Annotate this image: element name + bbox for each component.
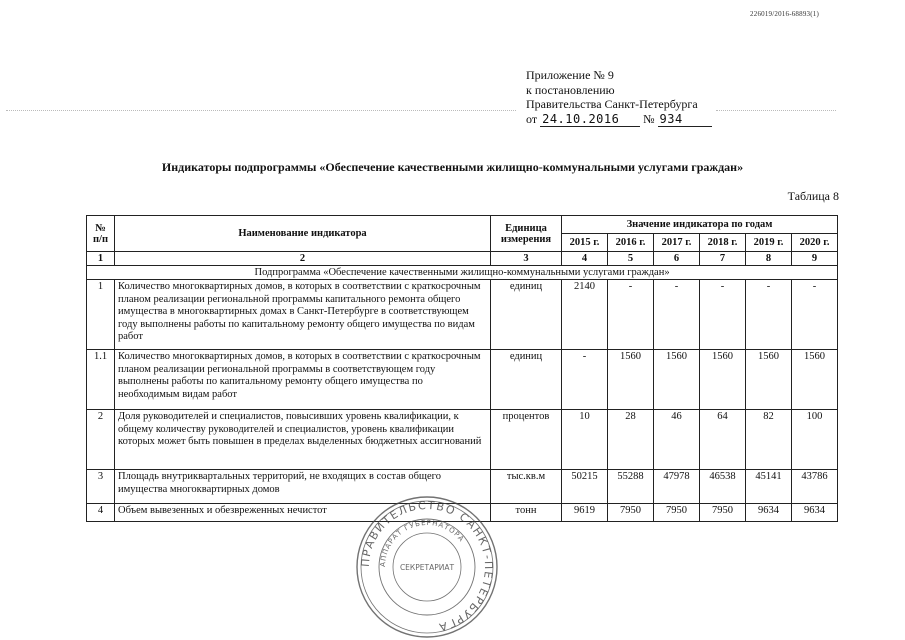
row-value: 28: [608, 410, 654, 470]
row-unit: тыс.кв.м: [491, 470, 562, 504]
row-value: 1560: [746, 350, 792, 410]
seal-ring-text: ПРАВИТЕЛЬСТВО САНКТ-ПЕТЕРБУРГА: [358, 498, 496, 634]
header-year: 2015 г.: [562, 234, 608, 252]
row-value: 1560: [608, 350, 654, 410]
row-value: 64: [700, 410, 746, 470]
row-name: Доля руководителей и специалистов, повысивших уровень квалификации, к общему количеству руководителей и специалистов, уровень квалификации которых может быть повышен в пределах выделенных бюджетных ассигнований: [115, 410, 491, 470]
row-value: 1560: [700, 350, 746, 410]
row-num: 1: [87, 280, 115, 350]
row-value: 46538: [700, 470, 746, 504]
row-value: 10: [562, 410, 608, 470]
row-name: Количество многоквартирных домов, в которых в соответствии с краткосрочным планом реализации региональной программы капитального ремонта общего имущества в многоквартирных домах в Санкт-Петербурге в соответствующем году выполнены работы по капитальному ремонту общего имущества по видам работ: [115, 280, 491, 350]
column-number: 1: [87, 252, 115, 266]
column-number: 5: [608, 252, 654, 266]
row-num: 3: [87, 470, 115, 504]
row-value: 2140: [562, 280, 608, 350]
row-name: Объем вывезенных и обезвреженных нечистот: [115, 504, 491, 522]
column-number: 8: [746, 252, 792, 266]
appendix-block: [526, 68, 712, 127]
row-num: 4: [87, 504, 115, 522]
row-value: 100: [792, 410, 838, 470]
row-value: 47978: [654, 470, 700, 504]
column-number: 3: [491, 252, 562, 266]
row-value: 50215: [562, 470, 608, 504]
column-number: 4: [562, 252, 608, 266]
header-year: 2020 г.: [792, 234, 838, 252]
document-number: 226019/2016-68893(1): [750, 10, 819, 18]
row-unit: единиц: [491, 280, 562, 350]
row-num: 2: [87, 410, 115, 470]
row-value: 9634: [746, 504, 792, 522]
decree-number: 934: [658, 112, 712, 128]
header-year: 2016 г.: [608, 234, 654, 252]
row-unit: процентов: [491, 410, 562, 470]
header-year: 2019 г.: [746, 234, 792, 252]
row-value: -: [792, 280, 838, 350]
indicators-table: [86, 215, 838, 522]
row-value: 82: [746, 410, 792, 470]
row-value: -: [562, 350, 608, 410]
header-values-group: Значение индикатора по годам: [562, 216, 838, 234]
row-num: 1.1: [87, 350, 115, 410]
document-title: Индикаторы подпрограммы «Обеспечение качественными жилищно-коммунальными услугами граждан»: [161, 160, 744, 174]
header-name: Наименование индикатора: [115, 216, 491, 252]
appendix-line-1: Приложение № 9: [526, 68, 614, 82]
column-number: 6: [654, 252, 700, 266]
row-value: 55288: [608, 470, 654, 504]
seal-inner-text: АППАРАТ ГУБЕРНАТОРА: [378, 518, 466, 568]
row-name: Площадь внутриквартальных территорий, не входящих в состав общего имущества многоквартирных домов: [115, 470, 491, 504]
appendix-line-2: к постановлению: [526, 82, 615, 97]
row-value: 43786: [792, 470, 838, 504]
table-number: Таблица 8: [787, 189, 839, 203]
header-num: № п/п: [87, 216, 115, 252]
appendix-line-3: Правительства Санкт-Петербурга: [526, 97, 698, 111]
decree-date: 24.10.2016: [540, 112, 640, 128]
row-value: 1560: [654, 350, 700, 410]
from-label: от: [526, 111, 538, 126]
row-value: -: [608, 280, 654, 350]
subprogram-row: Подпрограмма «Обеспечение качественными жилищно-коммунальными услугами граждан»: [87, 266, 838, 280]
column-number: 9: [792, 252, 838, 266]
row-value: -: [746, 280, 792, 350]
column-number: 7: [700, 252, 746, 266]
row-name: Количество многоквартирных домов, в которых в соответствии с краткосрочным планом реализации региональной программы в соответствующем году выполнены работы по капитальному ремонту общего имущества по необходимым видам работ: [115, 350, 491, 410]
column-number: 2: [115, 252, 491, 266]
number-label: №: [643, 111, 655, 126]
header-year: 2017 г.: [654, 234, 700, 252]
row-value: 1560: [792, 350, 838, 410]
table-row: [87, 350, 838, 410]
dotted-rule-left: [6, 110, 516, 111]
row-unit: тонн: [491, 504, 562, 522]
official-seal: [354, 494, 500, 640]
row-value: 9619: [562, 504, 608, 522]
appendix-date-line: [526, 112, 712, 128]
seal-center-text: СЕКРЕТАРИАТ: [399, 563, 455, 572]
dotted-rule-right: [716, 110, 836, 111]
header-year: 2018 г.: [700, 234, 746, 252]
row-value: 46: [654, 410, 700, 470]
row-value: 7950: [608, 504, 654, 522]
row-value: 45141: [746, 470, 792, 504]
row-unit: единиц: [491, 350, 562, 410]
row-value: -: [654, 280, 700, 350]
table-row: [87, 280, 838, 350]
row-value: 9634: [792, 504, 838, 522]
table-row: [87, 410, 838, 470]
header-unit: Единица измерения: [491, 216, 562, 252]
row-value: 7950: [700, 504, 746, 522]
row-value: -: [700, 280, 746, 350]
row-value: 7950: [654, 504, 700, 522]
